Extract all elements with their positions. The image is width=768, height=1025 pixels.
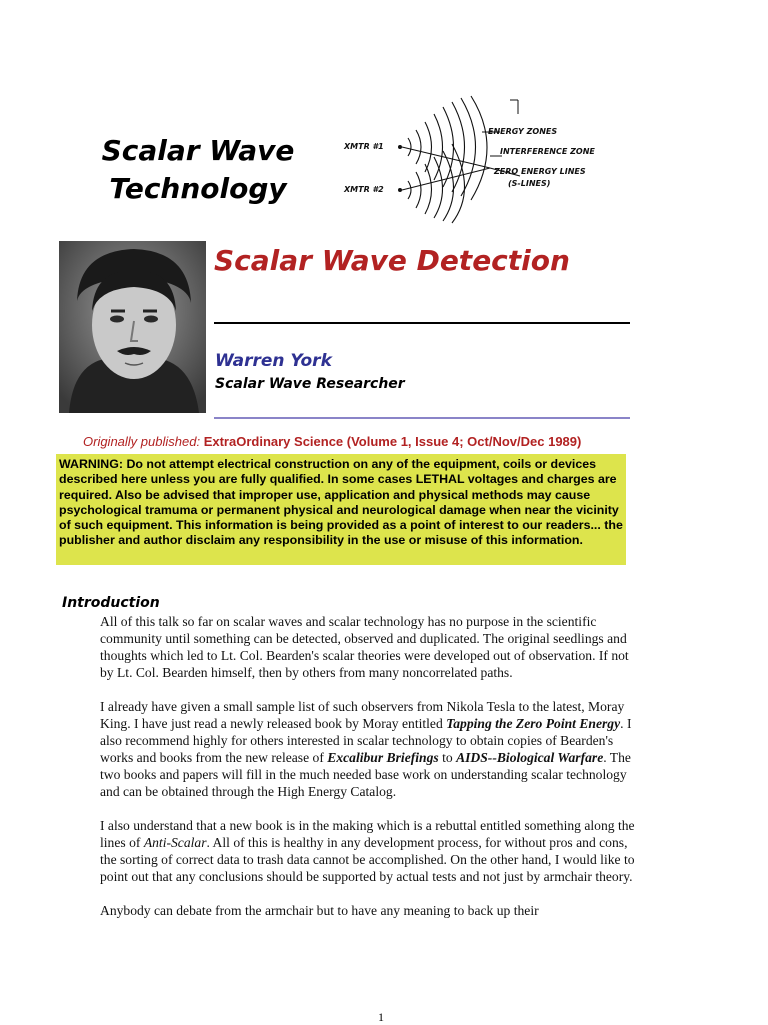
diagram-label-zero-energy-lines: ZERO ENERGY LINES bbox=[494, 167, 586, 176]
author-role: Scalar Wave Researcher bbox=[215, 376, 405, 392]
page-number: 1 bbox=[378, 1010, 384, 1024]
transmitter-1-point bbox=[398, 145, 402, 149]
article-body bbox=[100, 613, 635, 936]
section-heading-introduction: Introduction bbox=[62, 595, 160, 611]
p2-text-b: . I also recommend highly for others interested in scalar technology to obtain copies of Bearden's works and books from the new release of bbox=[100, 716, 632, 765]
diagram-label-interference-zone: INTERFERENCE ZONE bbox=[500, 147, 595, 156]
transmitter-2-point bbox=[398, 188, 402, 192]
diagram-label-xmtr2: XMTR #2 bbox=[344, 185, 384, 194]
paragraph-3 bbox=[100, 817, 635, 885]
paragraph-2 bbox=[100, 698, 635, 800]
p2-text-c: to bbox=[442, 750, 453, 765]
wave-arcs-xmtr1 bbox=[408, 96, 487, 200]
title-line-1: Scalar Wave bbox=[101, 134, 295, 167]
p3-text-b: . All of this is healthy in any development process, for without pros and cons, the sorting of correct data to trash data cannot be accomplished. On the other hand, I would like to point out that any conclusions should be supported by actual tests and not just by armchair theory. bbox=[100, 835, 635, 884]
publication-line bbox=[83, 434, 581, 449]
author-name: Warren York bbox=[215, 351, 332, 371]
author-divider bbox=[214, 417, 630, 419]
title-line-2: Technology bbox=[109, 172, 287, 205]
book-title-excalibur: Excalibur Briefings bbox=[327, 750, 439, 765]
p2-text-a: I already have given a small sample list of such observers from Nikola Tesla to the latest, Moray King. I have just read a newly released book by Moray entitled bbox=[100, 699, 625, 731]
diagram-label-s-lines: (S-LINES) bbox=[508, 179, 551, 188]
diagram-label-xmtr1: XMTR #1 bbox=[344, 142, 384, 151]
author-photo bbox=[59, 241, 206, 413]
published-source: ExtraOrdinary Science (Volume 1, Issue 4; Oct/Nov/Dec 1989) bbox=[203, 434, 582, 449]
published-label: Originally published: bbox=[83, 434, 201, 449]
p2-text-d: . The two books and papers will fill in the much needed base work on understanding scalar technology and can be obtained through the High Energy Catalog. bbox=[100, 750, 631, 799]
book-title-anti-scalar: Anti-Scalar bbox=[143, 835, 207, 850]
scalar-interference-diagram bbox=[340, 94, 640, 224]
title-divider bbox=[214, 322, 630, 324]
article-title: Scalar Wave Detection bbox=[214, 244, 570, 277]
document-title bbox=[88, 132, 308, 208]
diagram-label-energy-zones: ENERGY ZONES bbox=[488, 127, 558, 136]
book-title-aids: AIDS--Biological Warfare bbox=[456, 750, 604, 765]
p3-text-a: I also understand that a new book is in the making which is a rebuttal entitled something along the lines of bbox=[100, 818, 635, 850]
book-title-zero-point: Tapping the Zero Point Energy bbox=[446, 716, 621, 731]
paragraph-1: All of this talk so far on scalar waves and scalar technology has no purpose in the scientific community until something can be detected, observed and duplicated. The original seedlings and thoughts which led to Lt. Col. Bearden's scalar theories were developed out of observation. If not by Lt. Col. Bearden himself, then by others from many noncorrelated paths. bbox=[100, 614, 629, 680]
warning-box: WARNING: Do not attempt electrical construction on any of the equipment, coils or devices described here unless you are fully qualified. In some cases LETHAL voltages and charges are required. Also be advised that improper use, application and physical methods may cause psychological tramuma or permanent physical and neurological damage when near the vicinity of such equipment. This information is being provided as a point of interest to our readers... the publisher and author disclaim any responsibility in the use or misuse of this information. bbox=[56, 454, 626, 565]
paragraph-4: Anybody can debate from the armchair but to have any meaning to back up their bbox=[100, 903, 539, 918]
